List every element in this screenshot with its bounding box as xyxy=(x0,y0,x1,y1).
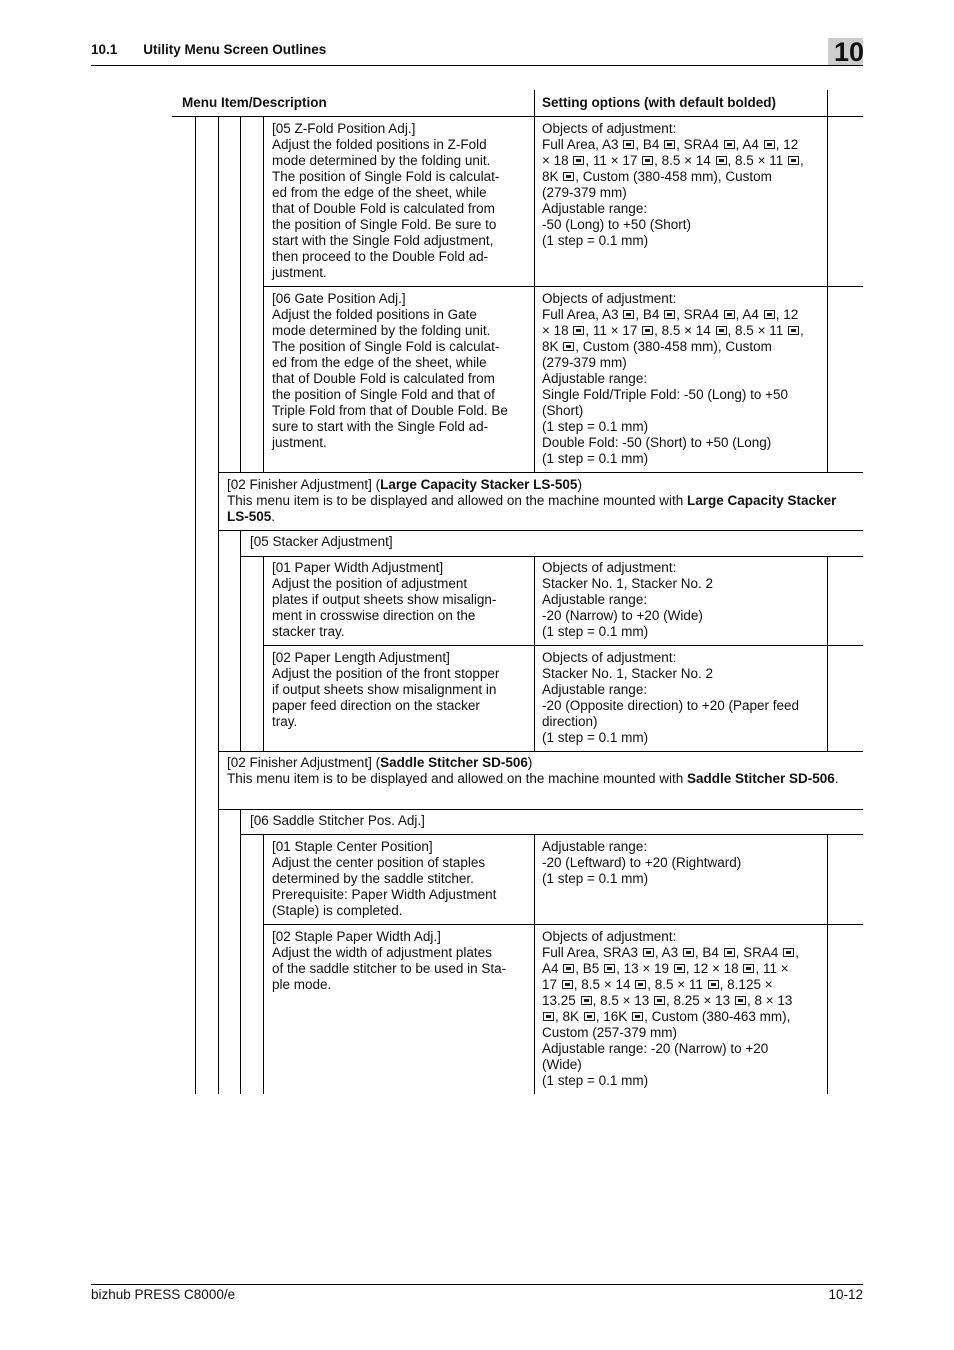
paper-orientation-icon xyxy=(724,140,735,149)
paper-orientation-icon xyxy=(783,948,794,957)
gate-options: Objects of adjustment: Full Area, A3 , B4 , SRA4 , A4 , 12 × 18 , 11 × 17 , 8.5 × 14 , 8.5 × 11 , 8K , Custom (380-458 mm), Custom (279-379 mm) Adjustable range: Single Fold/Triple Fold: -50 (Long) to +50 (Short) (1 step = 0.1 mm) Double Fold: -50 (Short) to +50 (Long) (1 step = 0.1 mm) xyxy=(542,291,804,466)
paper-width-options: Objects of adjustment: Stacker No. 1, Stacker No. 2 Adjustable range: -20 (Narrow) to +20 (Wide) (1 step = 0.1 mm) xyxy=(542,560,714,639)
paper-orientation-icon xyxy=(683,948,694,957)
section-number: 10.1 xyxy=(91,42,118,57)
paper-orientation-icon xyxy=(604,964,615,973)
paper-orientation-icon xyxy=(635,980,646,989)
sd506-title: [02 Finisher Adjustment] (Saddle Stitcher SD-506) xyxy=(227,755,533,770)
paper-orientation-icon xyxy=(708,980,719,989)
paper-orientation-icon xyxy=(573,156,584,165)
paper-orientation-icon xyxy=(788,156,799,165)
paper-orientation-icon xyxy=(788,326,799,335)
paper-orientation-icon xyxy=(573,326,584,335)
sd506-note: This menu item is to be displayed and allowed on the machine mounted with Saddle Stitcher SD-506. xyxy=(227,771,839,786)
ls505-title: [02 Finisher Adjustment] (Large Capacity Stacker LS-505) xyxy=(227,477,582,492)
paper-orientation-icon xyxy=(584,1012,595,1021)
paper-length-options: Objects of adjustment: Stacker No. 1, Stacker No. 2 Adjustable range: -20 (Opposite direction) to +20 (Paper feed direction) (1 step = 0.1 mm) xyxy=(542,650,800,745)
staple-width-description: [02 Staple Paper Width Adj.] Adjust the width of adjustment plates of the saddle stitcher to be used in Sta- ple mode. xyxy=(272,929,507,992)
paper-orientation-icon xyxy=(654,996,665,1005)
paper-orientation-icon xyxy=(643,948,654,957)
paper-width-description: [01 Paper Width Adjustment] Adjust the position of adjustment plates if output sheets show misalign- ment in crosswise direction on the stacker tray. xyxy=(272,560,497,639)
gate-description: [06 Gate Position Adj.] Adjust the folded positions in Gate mode determined by the folding unit. The position of Single Fold is calculat- ed from the edge of the sheet, while that of Double Fold is calculated from the position of Single Fold and that of Triple Fold from that of Double Fold. Be sure to start with the Single Fold ad- justment. xyxy=(272,291,508,450)
paper-orientation-icon xyxy=(764,140,775,149)
paper-orientation-icon xyxy=(563,342,574,351)
section-heading xyxy=(91,42,326,57)
paper-orientation-icon xyxy=(664,140,675,149)
ls505-note: This menu item is to be displayed and allowed on the machine mounted with Large Capacity Stacker LS-505. xyxy=(227,493,837,524)
paper-orientation-icon xyxy=(724,948,735,957)
sd506-section xyxy=(227,755,847,787)
zfold-options: Objects of adjustment: Full Area, A3 , B4 , SRA4 , A4 , 12 × 18 , 11 × 17 , 8.5 × 14 , 8.5 × 11 , 8K , Custom (380-458 mm), Custom (279-379 mm) Adjustable range: -50 (Long) to +50 (Short) (1 step = 0.1 mm) xyxy=(542,121,804,248)
paper-orientation-icon xyxy=(735,996,746,1005)
paper-orientation-icon xyxy=(632,1012,643,1021)
saddle-stitcher-heading: [06 Saddle Stitcher Pos. Adj.] xyxy=(250,813,425,828)
paper-orientation-icon xyxy=(764,310,775,319)
header-rule xyxy=(91,65,863,66)
footer-rule xyxy=(91,1284,863,1285)
column-header-menu-item: Menu Item/Description xyxy=(182,95,327,110)
footer-page-number: 10-12 xyxy=(828,1287,863,1302)
paper-orientation-icon xyxy=(642,326,653,335)
paper-orientation-icon xyxy=(674,964,685,973)
paper-orientation-icon xyxy=(623,140,634,149)
zfold-description: [05 Z-Fold Position Adj.] Adjust the folded positions in Z-Fold mode determined by the folding unit. The position of Single Fold is calculat- ed from the edge of the sheet, while that of Double Fold is calculated from the position of Single Fold. Be sure to start with the Single Fold adjustment, then proceed to the Double Fold ad- justment. xyxy=(272,121,500,280)
staple-center-description: [01 Staple Center Position] Adjust the center position of staples determined by the saddle stitcher. Prerequisite: Paper Width Adjustment (Staple) is completed. xyxy=(272,839,497,918)
paper-orientation-icon xyxy=(563,172,574,181)
paper-orientation-icon xyxy=(724,310,735,319)
footer-product-name: bizhub PRESS C8000/e xyxy=(91,1287,236,1302)
paper-orientation-icon xyxy=(543,1012,554,1021)
paper-orientation-icon xyxy=(581,996,592,1005)
staple-center-options: Adjustable range: -20 (Leftward) to +20 (Rightward) (1 step = 0.1 mm) xyxy=(542,839,742,886)
paper-orientation-icon xyxy=(664,310,675,319)
section-title: Utility Menu Screen Outlines xyxy=(143,42,327,57)
paper-orientation-icon xyxy=(743,964,754,973)
paper-orientation-icon xyxy=(623,310,634,319)
chapter-number: 10 xyxy=(834,37,865,67)
paper-orientation-icon xyxy=(642,156,653,165)
paper-orientation-icon xyxy=(562,980,573,989)
paper-orientation-icon xyxy=(563,964,574,973)
stacker-adjustment-heading: [05 Stacker Adjustment] xyxy=(250,534,393,549)
staple-width-options: Objects of adjustment: Full Area, SRA3 , A3 , B4 , SRA4 , A4 , B5 , 13 × 19 , 12 × 18 , 11 × 17 , 8.5 × 14 , 8.5 × 11 , 8.125 × 13.25 , 8.5 × 13 , 8.25 × 13 , 8 × 13 , 8K , 16K , Custom (380-463 mm), Custom (257-379 mm) Adjustable range: -20 (Narrow) to +20 (Wide) (1 step = 0.1 mm) xyxy=(542,929,799,1088)
paper-length-description: [02 Paper Length Adjustment] Adjust the position of the front stopper if output sheets show misalignment in paper feed direction on the stacker tray. xyxy=(272,650,500,729)
column-header-setting-options: Setting options (with default bolded) xyxy=(542,95,776,110)
ls505-section xyxy=(227,477,847,525)
paper-orientation-icon xyxy=(716,156,727,165)
paper-orientation-icon xyxy=(716,326,727,335)
